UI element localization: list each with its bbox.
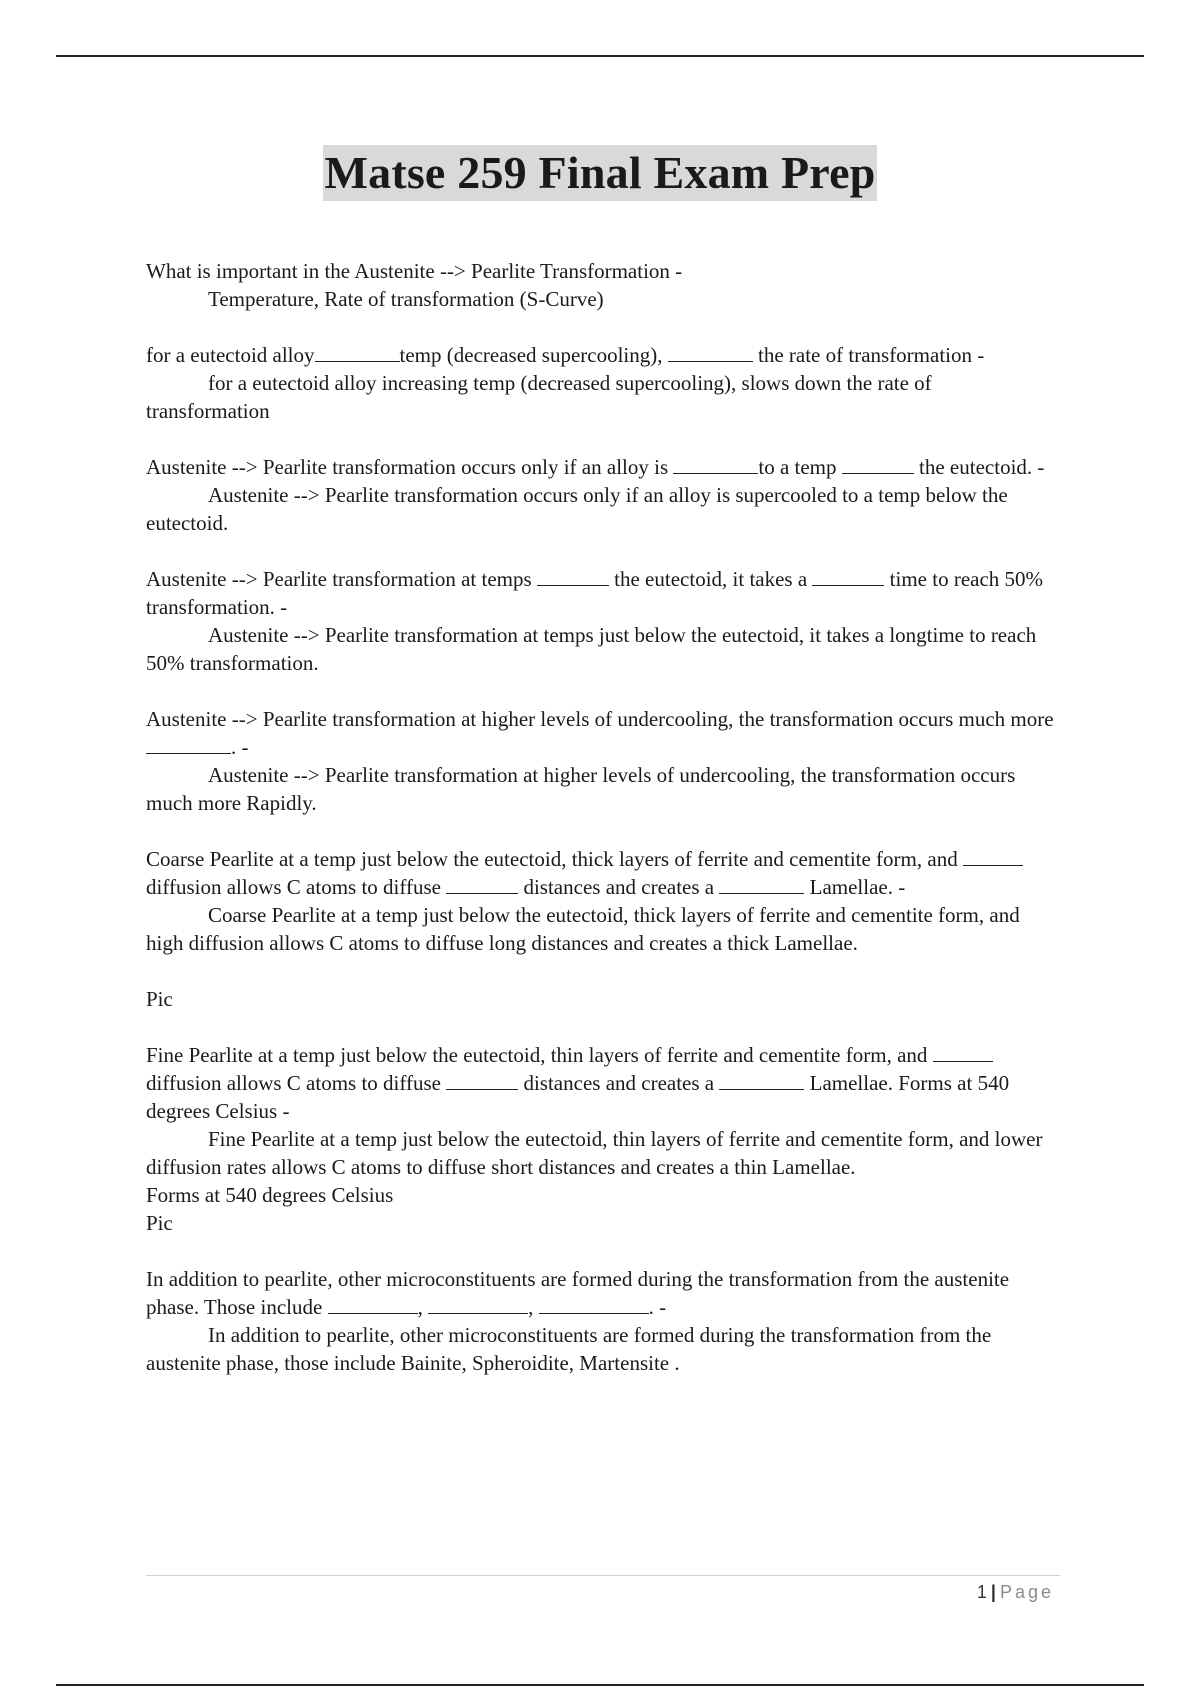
answer-extra: Forms at 540 degrees Celsius xyxy=(146,1183,394,1207)
footer-divider xyxy=(146,1575,1060,1576)
answer-blank xyxy=(446,1071,518,1090)
answer-blank xyxy=(539,1295,649,1314)
answer: In addition to pearlite, other microconstituents are formed during the transformation from the austenite phase, those include Bainite, Spheroidite, Martensite . xyxy=(146,1323,992,1375)
question: Austenite --> Pearlite transformation at higher levels of undercooling, the transformation occurs much more . - xyxy=(146,707,1054,759)
page-footer xyxy=(977,1582,1054,1603)
answer-blank xyxy=(933,1043,993,1062)
page-label: Page xyxy=(999,1582,1054,1602)
question: Fine Pearlite at a temp just below the eutectoid, thin layers of ferrite and cementite form, and diffusion allows C atoms to diffuse distances and creates a Lamellae. Forms at 540 degrees Celsius - xyxy=(146,1043,1010,1123)
answer: Austenite --> Pearlite transformation at higher levels of undercooling, the transformation occurs much more Rapidly. xyxy=(146,763,1016,815)
question: Austenite --> Pearlite transformation at temps the eutectoid, it takes a time to reach 50% transformation. - xyxy=(146,567,1044,619)
qa-item xyxy=(146,453,1056,537)
question: What is important in the Austenite --> Pearlite Transformation - xyxy=(146,259,683,283)
question: for a eutectoid alloy temp (decreased supercooling), the rate of transformation - xyxy=(146,343,985,367)
qa-item xyxy=(146,1041,1056,1237)
answer: Fine Pearlite at a temp just below the eutectoid, thin layers of ferrite and cementite form, and lower diffusion rates allows C atoms to diffuse short distances and creates a thin Lamellae. xyxy=(146,1127,1043,1179)
answer-blank xyxy=(446,875,518,894)
answer: for a eutectoid alloy increasing temp (decreased supercooling), slows down the rate of transformation xyxy=(146,371,932,423)
bottom-border-line xyxy=(56,1684,1144,1686)
answer: Austenite --> Pearlite transformation occurs only if an alloy is supercooled to a temp below the eutectoid. xyxy=(146,483,1008,535)
answer-blank xyxy=(315,343,400,362)
qa-item xyxy=(146,1265,1056,1377)
answer-blank xyxy=(719,1071,804,1090)
question: Coarse Pearlite at a temp just below the eutectoid, thick layers of ferrite and cementite form, and diffusion allows C atoms to diffuse distances and creates a Lamellae. - xyxy=(146,845,1056,901)
answer-blank xyxy=(812,567,884,586)
answer-blank xyxy=(428,1295,528,1314)
answer: Temperature, Rate of transformation (S-Curve) xyxy=(208,287,604,311)
question: Austenite --> Pearlite transformation occurs only if an alloy is to a temp the eutectoid. - xyxy=(146,455,1045,479)
answer: Austenite --> Pearlite transformation at temps just below the eutectoid, it takes a longtime to reach 50% transformation. xyxy=(146,623,1037,675)
pic-placeholder: Pic xyxy=(146,987,173,1011)
qa-item xyxy=(146,341,1056,425)
qa-item xyxy=(146,705,1056,817)
answer-blank xyxy=(842,455,914,474)
answer-blank xyxy=(673,455,758,474)
title-container xyxy=(0,145,1200,201)
qa-item xyxy=(146,985,1056,1013)
qa-item xyxy=(146,845,1056,957)
pic-placeholder: Pic xyxy=(146,1211,173,1235)
answer-blank xyxy=(328,1295,418,1314)
qa-item xyxy=(146,565,1056,677)
page-number: 1 xyxy=(976,1582,987,1602)
answer-blank xyxy=(668,343,753,362)
answer-blank xyxy=(963,847,1023,866)
answer-blank xyxy=(537,567,609,586)
document-title: Matse 259 Final Exam Prep xyxy=(323,145,878,201)
document-body xyxy=(146,257,1056,1405)
qa-item xyxy=(146,257,1056,313)
answer-blank xyxy=(719,875,804,894)
page-separator: | xyxy=(990,1582,996,1602)
answer: Coarse Pearlite at a temp just below the eutectoid, thick layers of ferrite and cementite form, and high diffusion allows C atoms to diffuse long distances and creates a thick Lamellae. xyxy=(146,903,1020,955)
answer-blank xyxy=(146,735,231,754)
question: In addition to pearlite, other microconstituents are formed during the transformation from the austenite phase. Those include , , . - xyxy=(146,1267,1010,1319)
top-border-line xyxy=(56,55,1144,57)
